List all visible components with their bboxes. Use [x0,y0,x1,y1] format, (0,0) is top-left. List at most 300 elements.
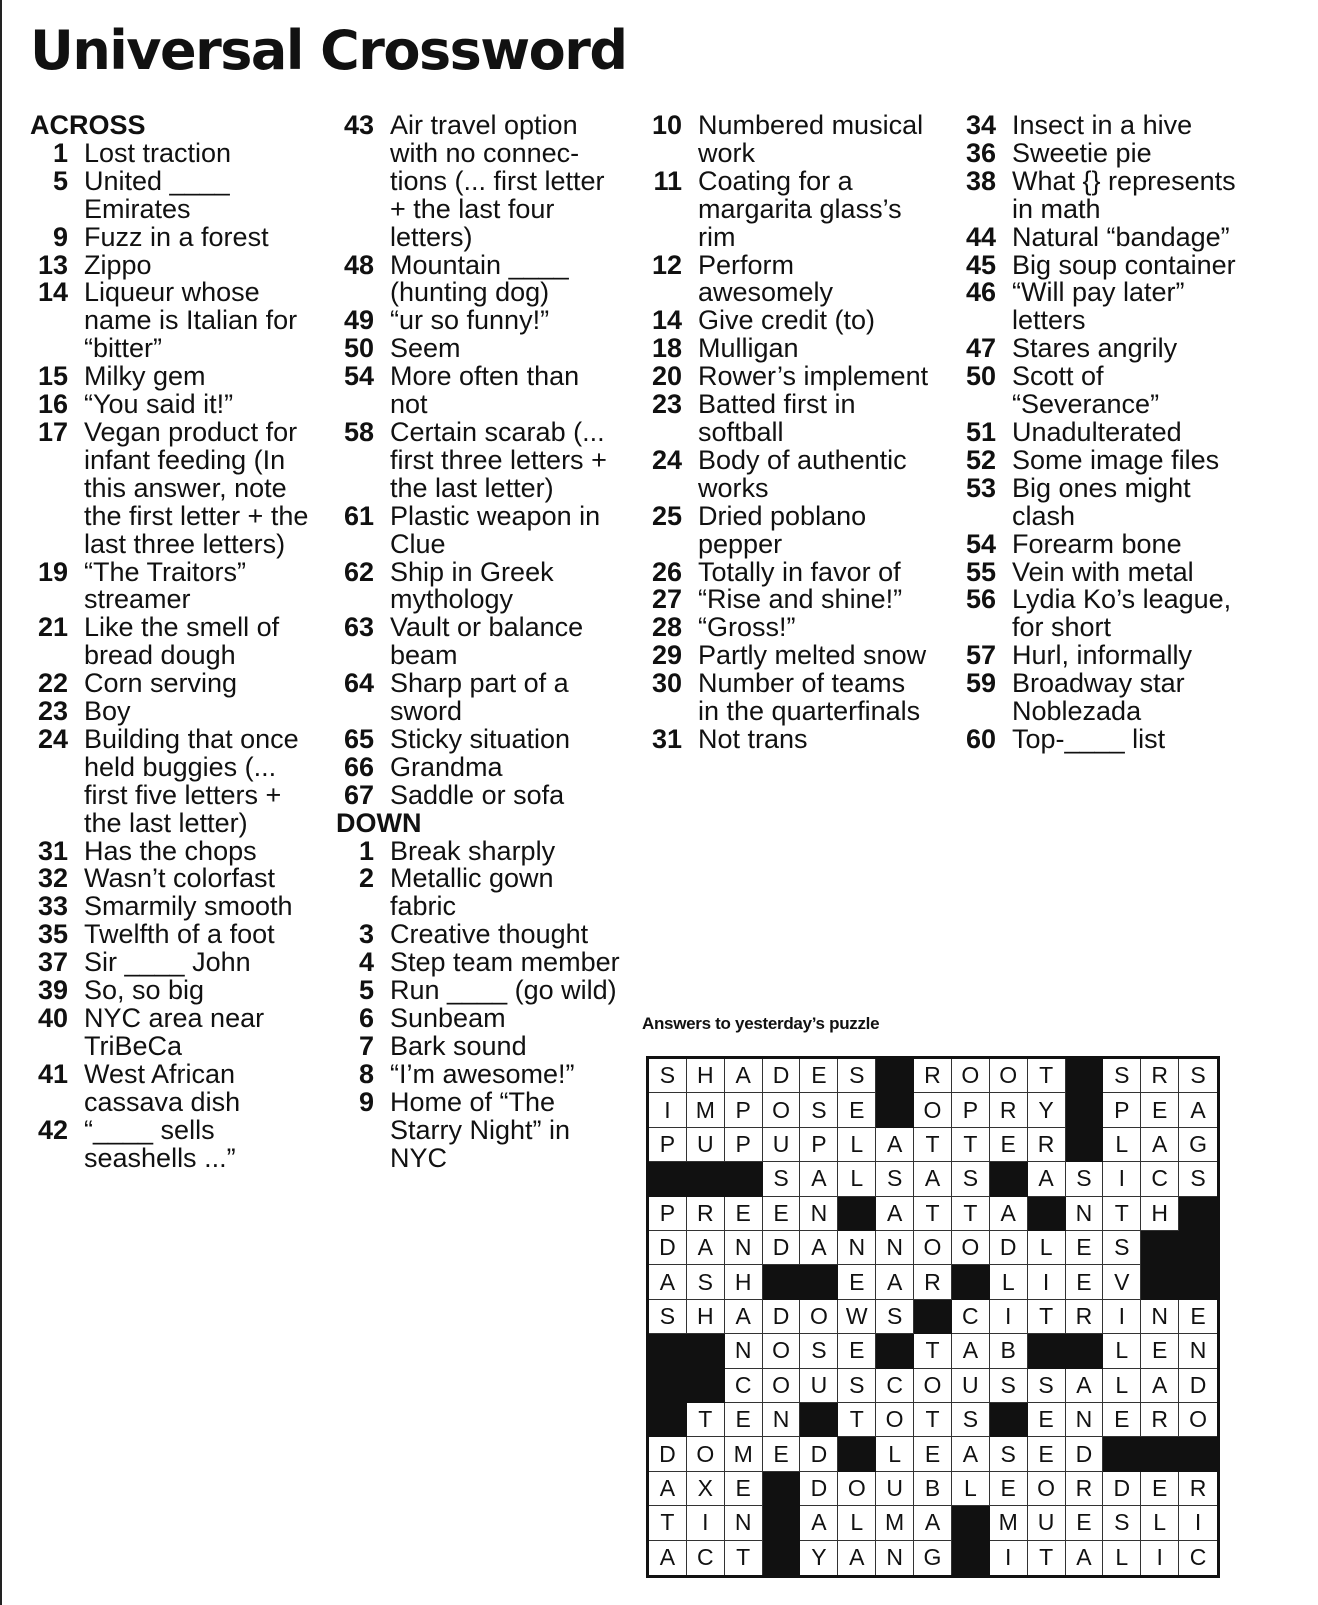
grid-cell: A [649,1541,687,1575]
clue-text: Batted first in softball [698,389,856,447]
clue-text: Grandma [390,751,503,782]
grid-cell: A [876,1197,914,1231]
grid-cell: I [990,1300,1028,1334]
grid-cell: L [838,1128,876,1162]
grid-cell: I [990,1541,1028,1575]
clue-text: So, so big [84,975,205,1006]
clue-text: Boy [84,696,131,727]
clue-number: 10 [651,110,682,140]
grid-cell: N [725,1231,763,1265]
grid-cell: T [1028,1300,1066,1334]
grid-cell: E [1141,1334,1179,1368]
grid-cell: O [838,1472,876,1506]
clue-item [958,335,1258,363]
grid-cell: L [1141,1506,1179,1540]
clue-text: Twelfth of a foot [84,919,275,950]
clue-item [336,112,636,252]
grid-block [952,1506,990,1540]
clue-number: 24 [37,723,68,754]
grid-cell: S [1179,1162,1217,1196]
grid-cell: D [990,1231,1028,1265]
grid-cell: E [725,1403,763,1437]
grid-block [876,1334,914,1368]
clue-number: 41 [37,1058,68,1089]
clue-number: 50 [965,361,996,392]
grid-block [649,1403,687,1437]
clue-number: 9 [52,221,68,252]
clue-item [30,893,330,921]
clue-text: Air travel option with no connec- tions (... first letter + the last four letters) [390,110,605,252]
clue-text: Dried poblano pepper [698,500,867,559]
clue-item [336,723,636,754]
clue-item [336,1005,636,1033]
grid-cell: E [914,1437,952,1471]
grid-cell: I [1179,1506,1217,1540]
clue-item [30,670,330,698]
clue-item [30,723,330,838]
clue-text: Coating for a margarita glass’s rim [698,165,902,252]
clue-number: 28 [651,612,682,643]
clue-text: Building that once held buggies (... first five letters + the last letter) [84,723,299,838]
grid-cell: U [876,1472,914,1506]
clue-text: Numbered musical work [698,110,924,168]
clue-item [644,642,944,670]
grid-cell: V [1103,1265,1141,1299]
clue-number: 38 [965,165,996,196]
grid-cell: U [687,1128,725,1162]
grid-block [649,1334,687,1368]
clue-text: Hurl, informally [1012,640,1193,671]
grid-block [1179,1197,1217,1231]
grid-cell: M [687,1093,725,1127]
clue-column-4 [958,112,1258,754]
clue-item [336,556,636,615]
clue-item [30,1114,330,1173]
clue-number: 55 [965,556,996,587]
grid-block [1028,1197,1066,1231]
grid-cell: A [838,1541,876,1575]
clue-item [644,249,944,308]
clue-text: What {} represents in math [1012,165,1236,224]
clue-number: 63 [343,612,374,643]
clue-number: 40 [37,1003,68,1033]
grid-cell: A [725,1300,763,1334]
grid-cell: S [952,1162,990,1196]
clue-item [30,614,330,670]
clue-number: 24 [651,444,682,475]
grid-cell: H [725,1265,763,1299]
clue-number: 35 [37,919,68,950]
clue-number: 44 [965,221,996,252]
grid-cell: S [876,1162,914,1196]
down-heading: DOWN [336,807,422,838]
grid-cell: D [649,1437,687,1471]
clue-number: 43 [343,110,374,140]
grid-cell: A [876,1265,914,1299]
clue-item [336,949,636,977]
clue-item [644,670,944,726]
clue-item [958,416,1258,447]
grid-cell: E [838,1093,876,1127]
clue-number: 64 [343,668,374,699]
grid-cell: A [1028,1162,1066,1196]
clue-text: Lost traction [84,137,232,168]
clue-number: 5 [52,165,68,196]
grid-cell: D [763,1231,801,1265]
grid-cell: A [914,1162,952,1196]
clue-number: 57 [965,640,996,671]
grid-block [800,1265,838,1299]
clue-number: 1 [52,137,68,168]
grid-block [876,1059,914,1093]
grid-cell: S [1179,1059,1217,1093]
clue-text: Metallic gown fabric [390,863,554,922]
clue-text: Step team member [390,947,620,978]
clue-text: Partly melted snow [698,640,927,671]
clue-item [30,249,330,280]
grid-cell: S [990,1437,1028,1471]
clue-item [958,112,1258,140]
clue-text: Seem [390,333,461,364]
grid-block [800,1403,838,1437]
grid-cell: E [1141,1093,1179,1127]
grid-block [763,1472,801,1506]
clue-item [30,949,330,977]
grid-cell: D [1066,1437,1104,1471]
grid-cell: R [1066,1300,1104,1334]
grid-cell: Y [800,1541,838,1575]
grid-cell: C [687,1541,725,1575]
clue-item [644,556,944,587]
grid-cell: L [1103,1369,1141,1403]
clue-number: 50 [343,333,374,364]
clue-item [958,642,1258,670]
clue-text: Liqueur whose name is Italian for “bitter” [84,277,298,364]
clue-number: 2 [358,863,374,894]
grid-cell: A [1179,1093,1217,1127]
grid-cell: S [1066,1162,1104,1196]
grid-cell: L [1103,1128,1141,1162]
grid-cell: A [952,1334,990,1368]
clue-number: 56 [965,584,996,615]
grid-cell: L [1028,1231,1066,1265]
clue-text: Run ____ (go wild) [390,975,617,1006]
left-border-rule [0,0,2,1605]
clue-column-1 [30,112,330,1172]
grid-cell: E [1028,1403,1066,1437]
grid-cell: O [914,1093,952,1127]
clue-text: Fuzz in a forest [84,221,269,252]
clue-text: Scott of “Severance” [1012,361,1160,420]
clue-number: 49 [343,305,374,336]
clue-text: Home of “The Starry Night” in NYC [390,1086,571,1173]
grid-cell: T [952,1128,990,1162]
clue-text: Vegan product for infant feeding (In this answer, note the first letter + the last three letters) [84,416,309,559]
clue-text: Corn serving [84,668,238,699]
grid-cell: O [1028,1472,1066,1506]
clue-column-2 [336,112,636,1172]
clue-item [336,977,636,1005]
grid-cell: L [876,1437,914,1471]
clue-text: Bark sound [390,1030,527,1061]
clue-item [644,723,944,754]
grid-cell: E [838,1334,876,1368]
clue-number: 14 [651,305,682,336]
clue-number: 33 [37,891,68,922]
grid-block [952,1265,990,1299]
grid-cell: T [914,1403,952,1437]
grid-block [1066,1059,1104,1093]
grid-cell: A [990,1197,1028,1231]
clue-item [336,921,636,949]
clue-item [30,921,330,949]
clue-number: 23 [651,389,682,420]
grid-cell: A [800,1231,838,1265]
clue-item [336,1086,636,1173]
grid-cell: A [1066,1369,1104,1403]
clue-number: 23 [37,696,68,727]
grid-cell: N [1066,1197,1104,1231]
grid-cell: A [800,1506,838,1540]
grid-cell: C [952,1300,990,1334]
clue-number: 37 [37,947,68,978]
grid-cell: U [800,1369,838,1403]
clue-item [336,363,636,419]
answer-grid [646,1056,1220,1578]
grid-cell: R [1028,1128,1066,1162]
clue-text: Sweetie pie [1012,137,1152,168]
grid-cell: T [725,1541,763,1575]
clue-number: 17 [37,416,68,447]
grid-cell: R [1141,1403,1179,1437]
clue-item [30,279,330,363]
clue-text: Saddle or sofa [390,779,565,810]
grid-cell: T [1028,1059,1066,1093]
clue-text: Mountain ____ (hunting dog) [390,249,569,308]
grid-cell: L [952,1472,990,1506]
clue-text: “____ sells seashells ...” [84,1114,236,1173]
clue-item [336,1030,636,1061]
clue-item [644,165,944,252]
clue-text: Break sharply [390,835,556,866]
clue-number: 54 [343,361,374,392]
clue-text: “Will pay later” letters [1012,277,1185,336]
grid-cell: D [1103,1472,1141,1506]
clue-item [336,1058,636,1089]
grid-cell: A [725,1059,763,1093]
grid-block [649,1369,687,1403]
grid-cell: N [876,1231,914,1265]
grid-cell: P [1103,1093,1141,1127]
grid-cell: P [800,1128,838,1162]
clue-item [644,335,944,363]
grid-cell: E [1103,1403,1141,1437]
clue-item [958,363,1258,419]
clue-number: 39 [37,975,68,1006]
grid-block [1066,1128,1104,1162]
clue-item [958,528,1258,559]
clue-item [30,137,330,168]
grid-cell: R [1179,1472,1217,1506]
clue-text: Lydia Ko’s league, for short [1012,584,1232,643]
clue-item [30,835,330,866]
clue-item [644,363,944,391]
clue-text: Not trans [698,723,808,754]
grid-cell: D [800,1437,838,1471]
clue-item [30,416,330,559]
grid-block [952,1541,990,1575]
grid-cell: E [1066,1231,1104,1265]
clue-text: “You said it!” [84,389,234,420]
grid-cell: W [838,1300,876,1334]
grid-block [1179,1437,1217,1471]
grid-block [725,1162,763,1196]
clue-number: 15 [37,361,68,392]
grid-block [1066,1334,1104,1368]
grid-block [876,1093,914,1127]
clue-number: 13 [37,249,68,280]
clue-text: Number of teams in the quarterfinals [698,668,921,727]
grid-cell: E [800,1059,838,1093]
grid-cell: M [725,1437,763,1471]
clue-number: 30 [651,668,682,699]
grid-cell: G [1179,1128,1217,1162]
grid-cell: D [800,1472,838,1506]
grid-cell: N [1179,1334,1217,1368]
clue-column-3 [644,112,944,754]
grid-cell: O [952,1059,990,1093]
clue-number: 31 [37,835,68,866]
clue-text: Sir ____ John [84,947,251,978]
grid-cell: R [914,1059,952,1093]
grid-cell: D [649,1231,687,1265]
grid-cell: O [763,1093,801,1127]
grid-block [649,1162,687,1196]
clue-text: Plastic weapon in Clue [390,500,601,559]
clue-text: Give credit (to) [698,305,876,336]
grid-block [1066,1093,1104,1127]
clue-number: 60 [965,723,996,754]
clue-number: 61 [343,500,374,531]
clue-text: Broadway star Noblezada [1012,668,1185,727]
clue-text: Stares angrily [1012,333,1178,364]
grid-cell: E [1179,1300,1217,1334]
grid-cell: E [990,1128,1028,1162]
grid-cell: U [1028,1506,1066,1540]
grid-cell: T [914,1334,952,1368]
clue-item [336,614,636,670]
grid-cell: E [990,1472,1028,1506]
grid-block [687,1334,725,1368]
clue-number: 4 [358,947,374,978]
grid-cell: D [1179,1369,1217,1403]
grid-cell: N [725,1334,763,1368]
clue-number: 36 [965,137,996,168]
grid-cell: S [990,1369,1028,1403]
clue-text: Ship in Greek mythology [390,556,554,615]
grid-cell: C [1141,1162,1179,1196]
clue-text: “Rise and shine!” [698,584,903,615]
clue-item [958,221,1258,252]
clue-text: Forearm bone [1012,528,1182,559]
clue-number: 8 [358,1058,374,1089]
grid-cell: A [1141,1369,1179,1403]
grid-cell: P [649,1128,687,1162]
clue-text: Mulligan [698,333,799,364]
clue-number: 5 [358,975,374,1006]
grid-block [914,1300,952,1334]
across-heading: ACROSS [30,110,146,140]
clue-item [958,670,1258,726]
grid-block [763,1506,801,1540]
clue-item [30,1005,330,1061]
clue-text: “ur so funny!” [390,305,550,336]
clue-text: Certain scarab (... first three letters + the last letter) [390,416,607,503]
grid-cell: S [838,1369,876,1403]
grid-cell: A [1141,1128,1179,1162]
grid-block [763,1541,801,1575]
clue-number: 14 [37,277,68,308]
clue-item [336,779,636,810]
clue-item [30,1058,330,1117]
clue-item [644,307,944,335]
grid-cell: S [649,1300,687,1334]
clue-number: 3 [358,919,374,950]
clue-number: 32 [37,863,68,894]
grid-cell: N [725,1506,763,1540]
grid-cell: S [952,1403,990,1437]
grid-cell: C [725,1369,763,1403]
grid-cell: B [990,1334,1028,1368]
grid-cell: A [687,1231,725,1265]
grid-cell: H [687,1300,725,1334]
grid-block [687,1369,725,1403]
grid-cell: A [952,1437,990,1471]
clue-item [30,556,330,615]
grid-block [838,1197,876,1231]
grid-cell: L [1103,1334,1141,1368]
clue-item [336,751,636,782]
grid-block [1028,1334,1066,1368]
clue-number: 48 [343,249,374,280]
page-title: Universal Crossword [30,19,627,82]
grid-cell: T [1028,1541,1066,1575]
clue-text: Like the smell of bread dough [84,612,280,671]
clue-item [958,556,1258,587]
grid-cell: B [914,1472,952,1506]
grid-cell: S [687,1265,725,1299]
clue-item [644,586,944,614]
grid-cell: P [725,1128,763,1162]
clue-text: Top-____ list [1012,723,1166,754]
grid-cell: U [952,1369,990,1403]
grid-cell: A [649,1472,687,1506]
clue-item [336,500,636,559]
grid-cell: A [1066,1541,1104,1575]
grid-cell: S [838,1059,876,1093]
clue-item [30,977,330,1005]
grid-cell: S [876,1300,914,1334]
grid-cell: R [1141,1059,1179,1093]
clue-text: Totally in favor of [698,556,901,587]
grid-cell: O [952,1231,990,1265]
grid-block [1141,1437,1179,1471]
clue-number: 25 [651,500,682,531]
grid-cell: N [838,1231,876,1265]
clue-number: 47 [965,333,996,364]
clue-number: 67 [343,779,374,810]
clue-number: 6 [358,1003,374,1033]
